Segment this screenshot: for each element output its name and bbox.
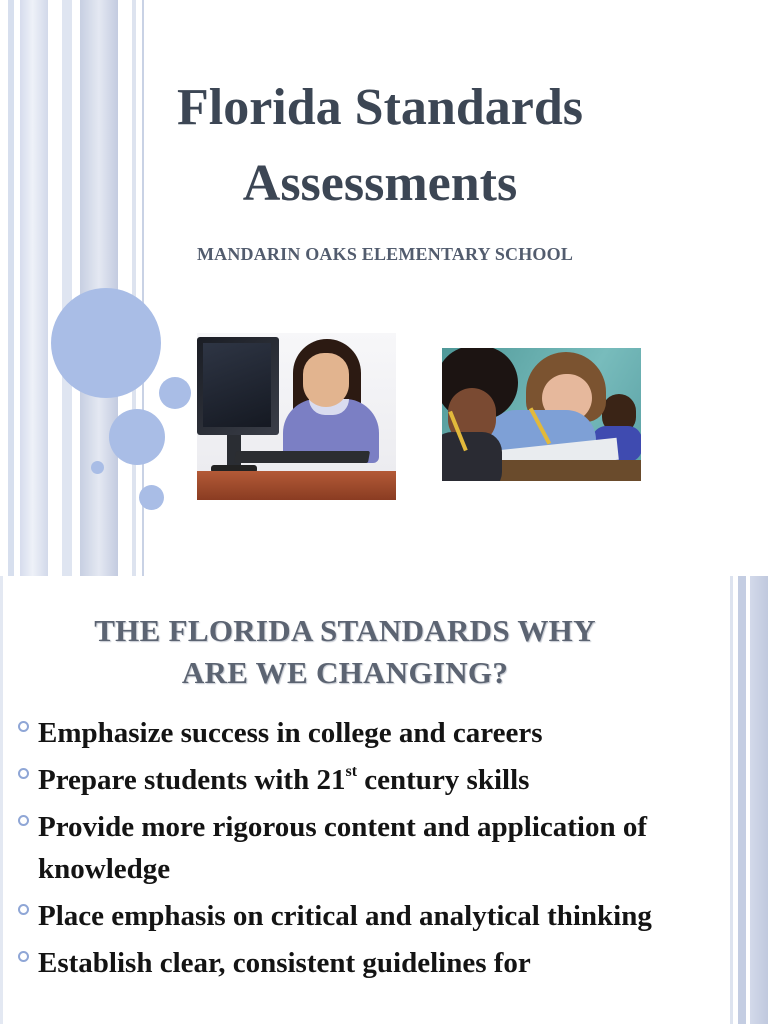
ordinal-superscript: st: [345, 763, 358, 780]
title-line-2: Assessments: [242, 155, 518, 212]
bullet-item: [14, 942, 762, 984]
bullet-item: [14, 712, 762, 754]
heading-line-2: ARE WE CHANGING?: [181, 655, 509, 690]
bullet-text-continued: century skills: [357, 764, 530, 796]
bullet-circle-icon: [18, 768, 29, 779]
slide-title: [150, 70, 610, 222]
slide-heading: [30, 610, 660, 694]
school-name: MANDARIN OAKS ELEMENTARY SCHOOL: [196, 244, 574, 264]
heading-line-1: THE FLORIDA STANDARDS WHY: [94, 613, 596, 648]
decorative-circle-small: [159, 377, 191, 409]
bullet-item: [14, 759, 762, 801]
bullet-circle-icon: [18, 721, 29, 732]
bullet-circle-icon: [18, 815, 29, 826]
bullet-text: Prepare students with 21: [38, 764, 346, 796]
title-line-1: Florida Standards: [177, 79, 583, 136]
decorative-stripe: [0, 576, 3, 1024]
bullet-item: [14, 806, 762, 890]
bullet-text: Establish clear, consistent guidelines for: [38, 947, 531, 979]
bullet-list: [14, 712, 762, 989]
bullet-circle-icon: [18, 904, 29, 915]
decorative-circle-tiny: [91, 461, 104, 474]
girl-at-computer-photo: [197, 333, 396, 500]
decorative-circle-small: [139, 485, 164, 510]
decorative-circle-large: [51, 288, 161, 398]
students-writing-photo: [442, 348, 641, 481]
decorative-stripe: [8, 0, 14, 576]
decorative-circle-medium: [109, 409, 165, 465]
decorative-stripe: [20, 0, 48, 576]
bullet-item: [14, 895, 762, 937]
bullet-text: Emphasize success in college and careers: [38, 717, 543, 749]
bullet-circle-icon: [18, 951, 29, 962]
content-slide: [0, 576, 768, 1024]
bullet-text: Provide more rigorous content and application of knowledge: [38, 811, 647, 885]
bullet-text: Place emphasis on critical and analytical thinking: [38, 900, 652, 932]
decorative-stripe: [62, 0, 72, 576]
decorative-stripe: [132, 0, 136, 576]
